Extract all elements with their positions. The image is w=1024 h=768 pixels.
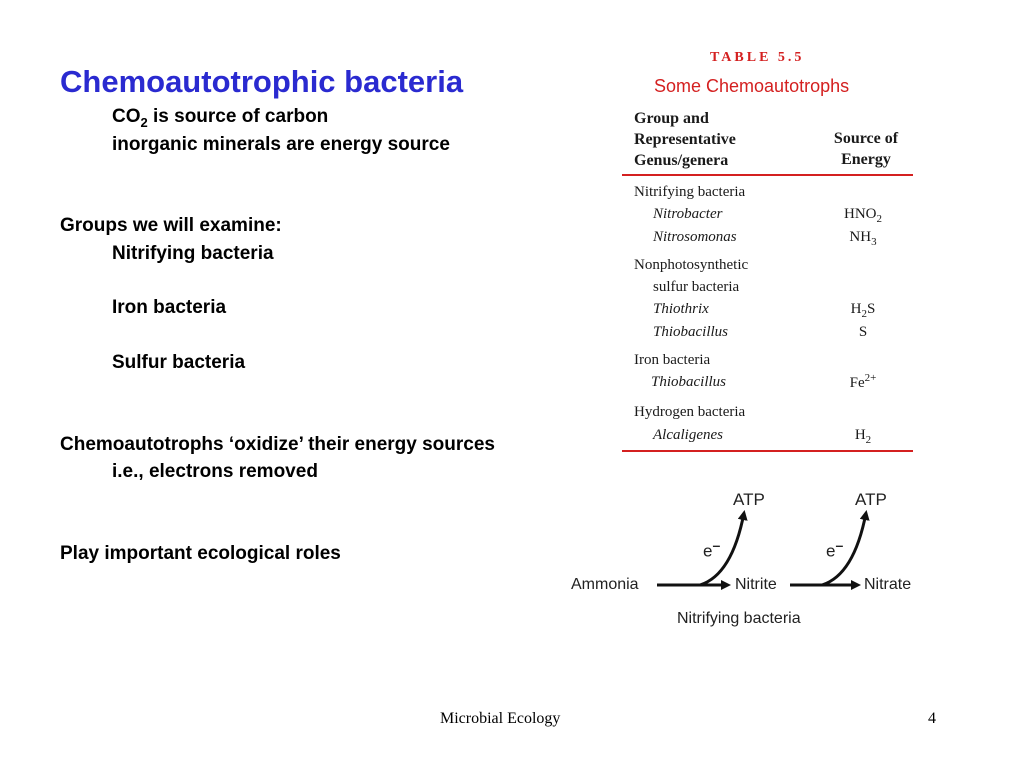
table-caption: TABLE 5.5 <box>710 50 805 65</box>
table-title: Some Chemoautotrophs <box>654 76 850 96</box>
node-nitrate: Nitrate <box>864 576 912 593</box>
group-nitrifying: Nitrifying bacteria <box>112 243 274 264</box>
table-genus-thiobacillus-sulfur: Thiobacillus <box>653 324 729 340</box>
electron-label-2: e– <box>826 537 844 561</box>
carbon-source-line: $CO_2$ is source of carbon <box>112 106 329 130</box>
slide-title: Chemoautotrophic bacteria <box>60 64 464 99</box>
table-genus-thiothrix: Thiothrix <box>653 301 709 317</box>
group-sulfur: Sulfur bacteria <box>112 352 246 373</box>
electron-label-1: e– <box>703 537 721 561</box>
table-top-rule <box>622 174 913 176</box>
table-genus-alcaligenes: Alcaligenes <box>653 427 723 443</box>
table-bottom-rule <box>622 450 913 452</box>
group-iron: Iron bacteria <box>112 297 227 318</box>
table-genus-nitrosomonas: Nitrosomonas <box>653 229 737 245</box>
table-group-iron: Iron bacteria <box>634 352 711 368</box>
table-energy-s: S <box>858 324 868 340</box>
oxidize-line: Chemoautotrophs ‘oxidize’ their energy sources <box>60 434 495 455</box>
page-number: 4 <box>928 710 936 727</box>
table-energy-hno2: $HNO_2$ <box>844 206 882 225</box>
table-group-nonphotosynthetic: Nonphotosynthetic <box>634 257 749 273</box>
atp-label-1: ATP <box>733 490 765 509</box>
footer-title: Microbial Ecology <box>440 710 561 727</box>
energy-source-line: inorganic minerals are energy source <box>112 134 450 155</box>
table-group-sulfur: sulfur bacteria <box>653 279 740 295</box>
table-genus-nitrobacter: Nitrobacter <box>653 206 723 222</box>
table-energy-h2: $H_2$ <box>854 427 872 446</box>
table-genus-thiobacillus-iron: Thiobacillus <box>651 374 727 390</box>
table-group-nitrifying: Nitrifying bacteria <box>634 184 746 200</box>
table-energy-h2s: $H_2S$ <box>850 301 876 320</box>
table-header-group: Group and Representative Genus/genera <box>634 110 736 169</box>
table-group-hydrogen: Hydrogen bacteria <box>634 404 746 420</box>
diagram-caption: Nitrifying bacteria <box>677 610 801 627</box>
table-energy-nh3: $NH_3$ <box>849 229 877 248</box>
table-header-energy: Source of Energy <box>833 130 899 168</box>
electrons-line: i.e., electrons removed <box>112 461 318 482</box>
groups-heading: Groups we will examine: <box>60 215 282 236</box>
node-nitrite: Nitrite <box>735 576 777 593</box>
atp-label-2: ATP <box>855 490 887 509</box>
ecological-roles-line: Play important ecological roles <box>60 543 341 564</box>
table-energy-fe: $Fe^{2+}$ <box>849 372 877 391</box>
node-ammonia: Ammonia <box>571 576 639 593</box>
